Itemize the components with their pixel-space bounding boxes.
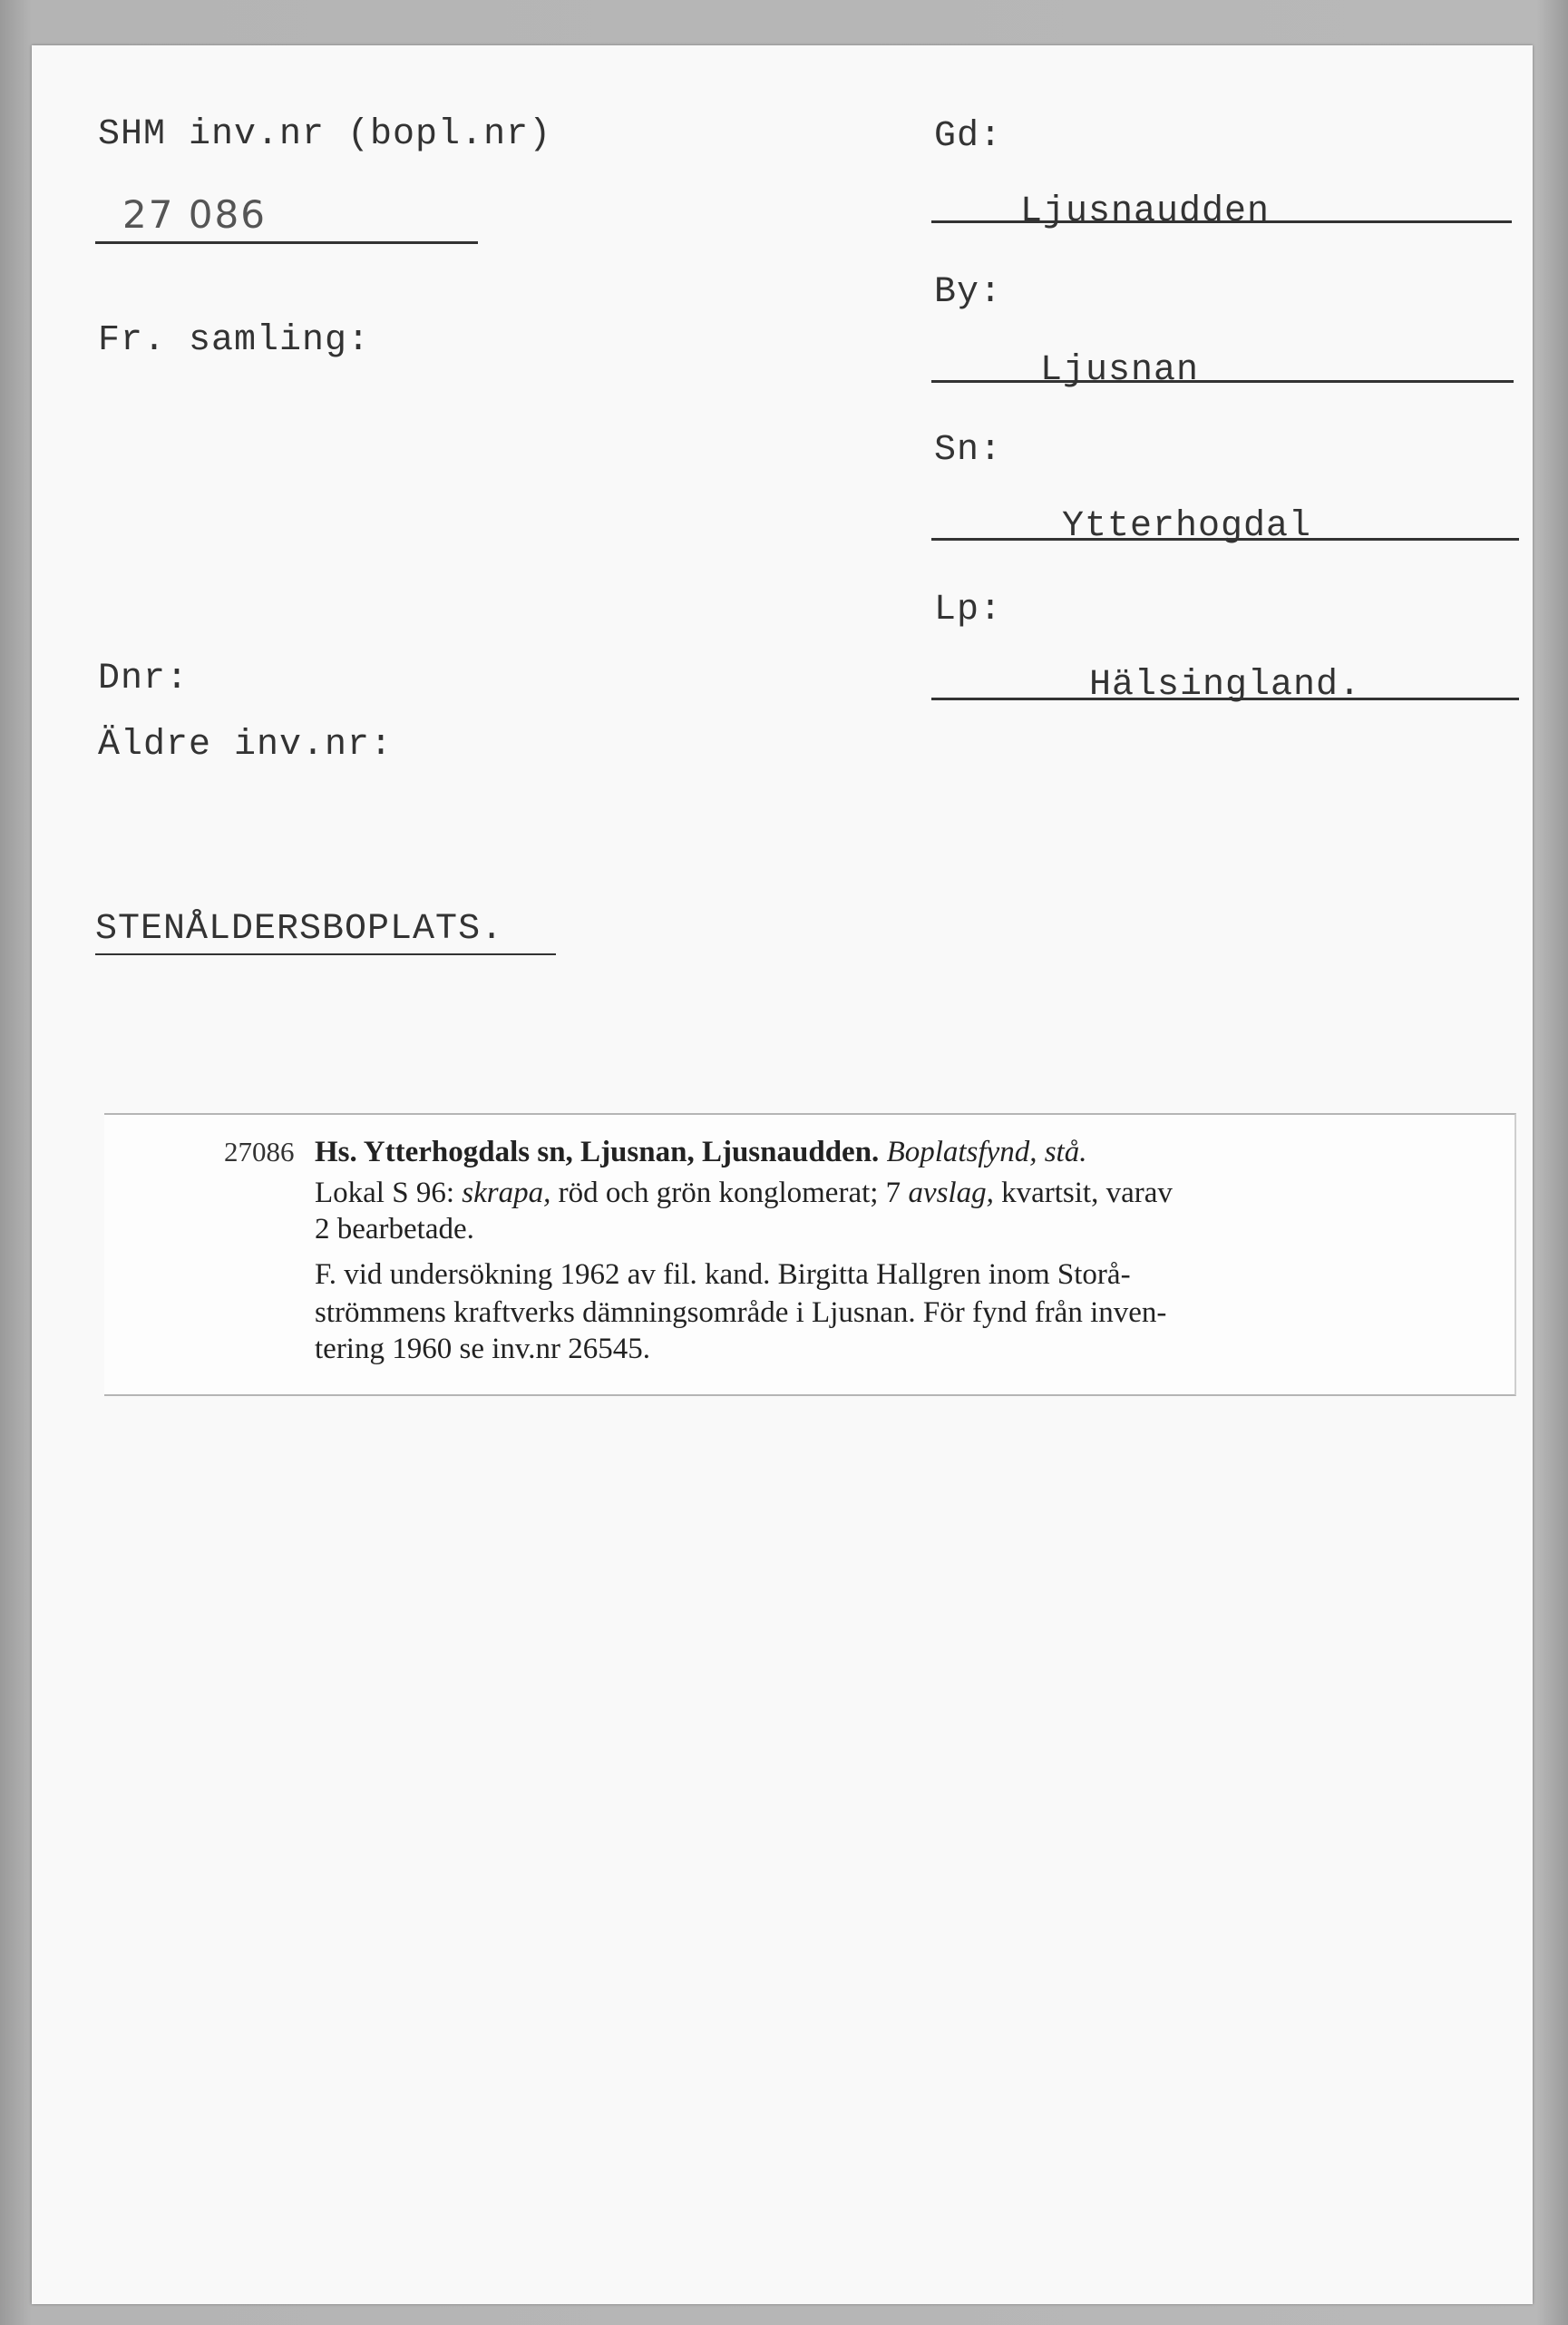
printed-entry-strip [104, 1113, 1516, 1396]
entry-line-2-d: avslag, [908, 1177, 994, 1209]
inventory-number-label: SHM inv.nr (bopl.nr) [98, 114, 552, 155]
farm-underline [931, 220, 1512, 223]
entry-line-2-e: kvartsit, varav [1001, 1177, 1173, 1209]
village-underline [931, 380, 1514, 383]
farm-value: Ljusnaudden [1020, 191, 1271, 232]
former-collection-label: Fr. samling: [98, 320, 371, 361]
province-value: Hälsingland. [1089, 665, 1362, 706]
catalog-card [32, 45, 1533, 2304]
village-value: Ljusnan [1040, 350, 1200, 391]
entry-line-6: tering 1960 se inv.nr 26545. [315, 1333, 650, 1365]
entry-line-4: F. vid undersökning 1962 av fil. kand. Birgitta Hallgren inom Storå- [315, 1258, 1131, 1291]
entry-line-5: strömmens kraftverks dämningsområde i Ljusnan. För fynd från inven- [315, 1296, 1167, 1329]
category-underline [95, 953, 556, 955]
entry-line-3: 2 bearbetade. [315, 1213, 474, 1246]
inventory-number-value: 27 086 [122, 192, 267, 237]
entry-line-2-b: skrapa, [462, 1177, 551, 1209]
village-label: By: [934, 272, 1003, 313]
older-inventory-label: Äldre inv.nr: [98, 725, 394, 766]
entry-line-2-a: Lokal S 96: [315, 1177, 454, 1209]
parish-label: Sn: [934, 430, 1003, 471]
province-underline [931, 698, 1519, 700]
entry-heading: Hs. Ytterhogdals sn, Ljusnan, Ljusnaudden. [315, 1136, 880, 1168]
category-heading: STENÅLDERSBOPLATS. [95, 909, 504, 950]
entry-heading-italic: Boplatsfynd, stå. [886, 1136, 1087, 1168]
entry-heading-line [315, 1134, 1086, 1170]
inventory-number-underline [95, 241, 478, 244]
farm-label: Gd: [934, 116, 1003, 157]
parish-underline [931, 538, 1519, 541]
entry-line-2 [315, 1175, 1173, 1211]
province-label: Lp: [934, 590, 1003, 630]
parish-value: Ytterhogdal [1062, 506, 1312, 547]
entry-number: 27086 [224, 1136, 295, 1167]
entry-line-2-c: röd och grön konglomerat; 7 [558, 1177, 901, 1209]
dnr-label: Dnr: [98, 659, 190, 699]
